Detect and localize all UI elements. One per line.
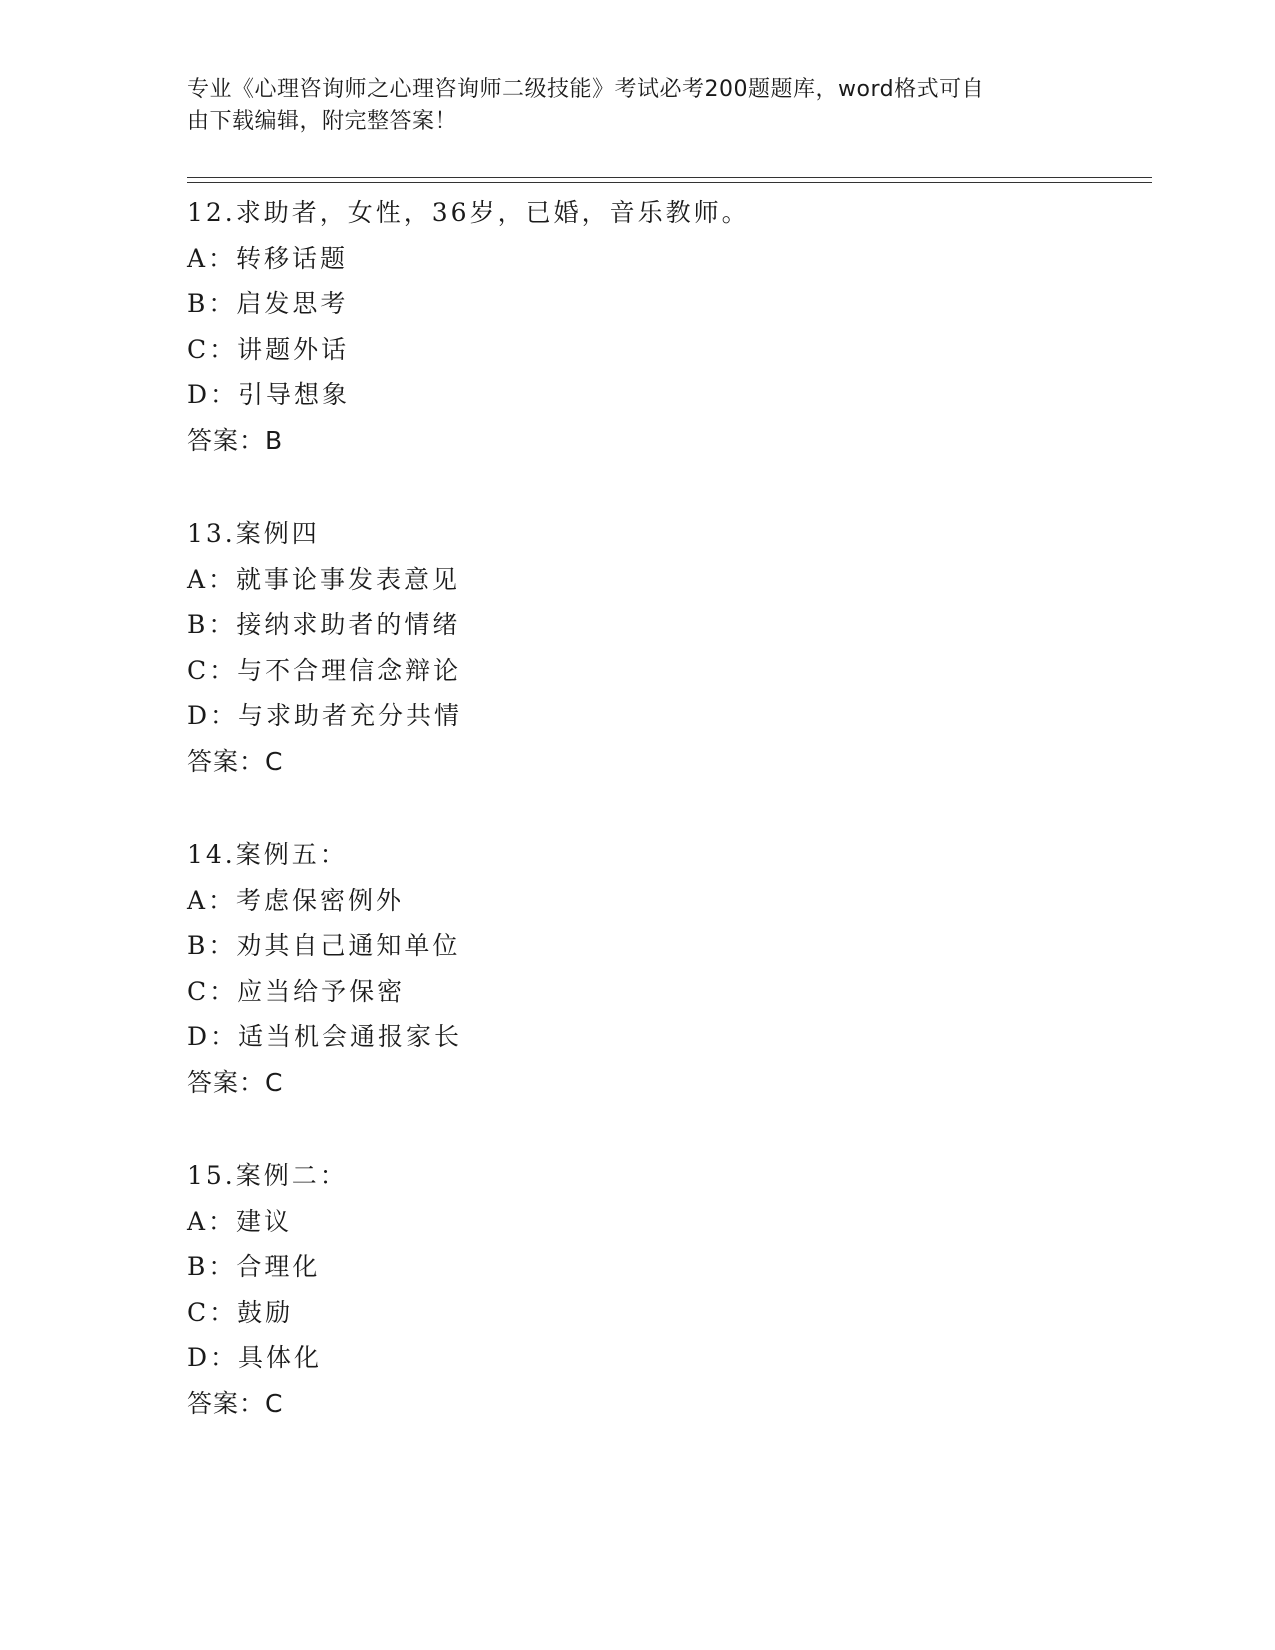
option-d: D：适当机会通报家长 bbox=[187, 1022, 463, 1051]
question-stem: 13.案例四 bbox=[187, 519, 320, 548]
option-b: B：劝其自己通知单位 bbox=[187, 931, 461, 960]
question-stem: 15.案例二： bbox=[187, 1161, 348, 1190]
header-divider-top bbox=[187, 177, 1152, 178]
header-line-2: 由下载编辑，附完整答案！ bbox=[187, 109, 458, 134]
option-a: A：考虑保密例外 bbox=[187, 885, 405, 915]
option-a: A：建议 bbox=[187, 1206, 293, 1236]
option-b: B：启发思考 bbox=[187, 289, 349, 318]
option-c: C：与不合理信念辩论 bbox=[187, 655, 462, 685]
document-header bbox=[187, 74, 1067, 138]
question-13 bbox=[187, 511, 1152, 784]
option-c: C：鼓励 bbox=[187, 1297, 294, 1327]
question-12 bbox=[187, 190, 1152, 463]
option-d: D：与求助者充分共情 bbox=[187, 701, 463, 730]
question-15 bbox=[187, 1153, 1152, 1426]
option-a: A：转移话题 bbox=[187, 243, 349, 273]
header-divider-bottom bbox=[187, 182, 1152, 183]
answer: 答案：B bbox=[187, 425, 284, 455]
option-d: D：具体化 bbox=[187, 1343, 323, 1372]
option-b: B：合理化 bbox=[187, 1252, 321, 1281]
option-a: A：就事论事发表意见 bbox=[187, 564, 461, 594]
option-d: D：引导想象 bbox=[187, 380, 351, 409]
header-line-1: 专业《心理咨询师之心理咨询师二级技能》考试必考200题题库，word格式可自 bbox=[187, 77, 985, 102]
answer: 答案：C bbox=[187, 1067, 284, 1097]
answer: 答案：C bbox=[187, 746, 284, 776]
question-stem: 14.案例五： bbox=[187, 840, 348, 869]
question-list bbox=[187, 190, 1152, 1474]
question-stem: 12.求助者，女性，36岁，已婚，音乐教师。 bbox=[187, 198, 750, 227]
option-c: C：讲题外话 bbox=[187, 334, 350, 364]
question-14 bbox=[187, 832, 1152, 1105]
option-c: C：应当给予保密 bbox=[187, 976, 406, 1006]
answer: 答案：C bbox=[187, 1388, 284, 1418]
option-b: B：接纳求助者的情绪 bbox=[187, 610, 461, 639]
